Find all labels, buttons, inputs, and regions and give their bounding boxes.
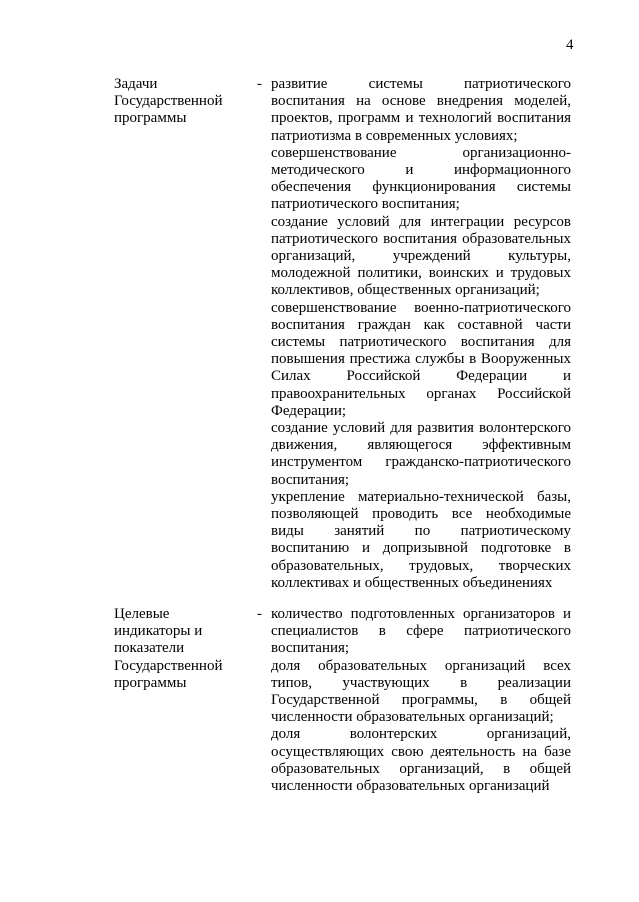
section-label: Задачи Государственной программы [114, 76, 223, 127]
task-item: развитие системы патриотического воспитания на основе внедрения моделей, проектов, программ и технологий воспитания патриотизма в современных условиях; [271, 76, 571, 144]
list-dash: - [257, 76, 262, 92]
task-item: создание условий для развития волонтерского движения, являющегося эффективным инструментом гражданско-патриотического воспитания; [271, 420, 571, 488]
indicator-item: доля образовательных организаций всех типов, участвующих в реализации Государственной программы, в общей численности образовательных организаций; [271, 657, 571, 726]
task-item: совершенствование организационно-методического и информационного обеспечения функционирования системы патриотического воспитания; [271, 144, 571, 213]
task-item: укрепление материально-технической базы, позволяющей проводить все необходимые виды занятий по патриотическому воспитанию и допризывной подготовке в образовательных, трудовых, творческих коллективах и общественных объединениях [271, 488, 571, 591]
indicator-item: количество подготовленных организаторов и специалистов в сфере патриотического воспитания; [271, 606, 571, 657]
indicator-item: доля волонтерских организаций, осуществляющих свою деятельность на базе образовательных организаций, в общей численности образовательных организаций [271, 726, 571, 795]
section-label: Целевые индикаторы и показатели Государственной программы [114, 606, 223, 691]
list-dash: - [257, 606, 262, 622]
page-number: 4 [566, 37, 574, 53]
task-item: создание условий для интеграции ресурсов патриотического воспитания образовательных организаций, учреждений культуры, молодежной политики, воинских и трудовых коллективов, общественных организаций; [271, 213, 571, 299]
section-content [271, 606, 571, 795]
section-content [271, 76, 571, 592]
task-item: совершенствование военно-патриотического воспитания граждан как составной части системы патриотического воспитания для повышения престижа службы в Вооруженных Силах Российской Федерации и правоохранительных органах Российской Федерации; [271, 299, 571, 419]
